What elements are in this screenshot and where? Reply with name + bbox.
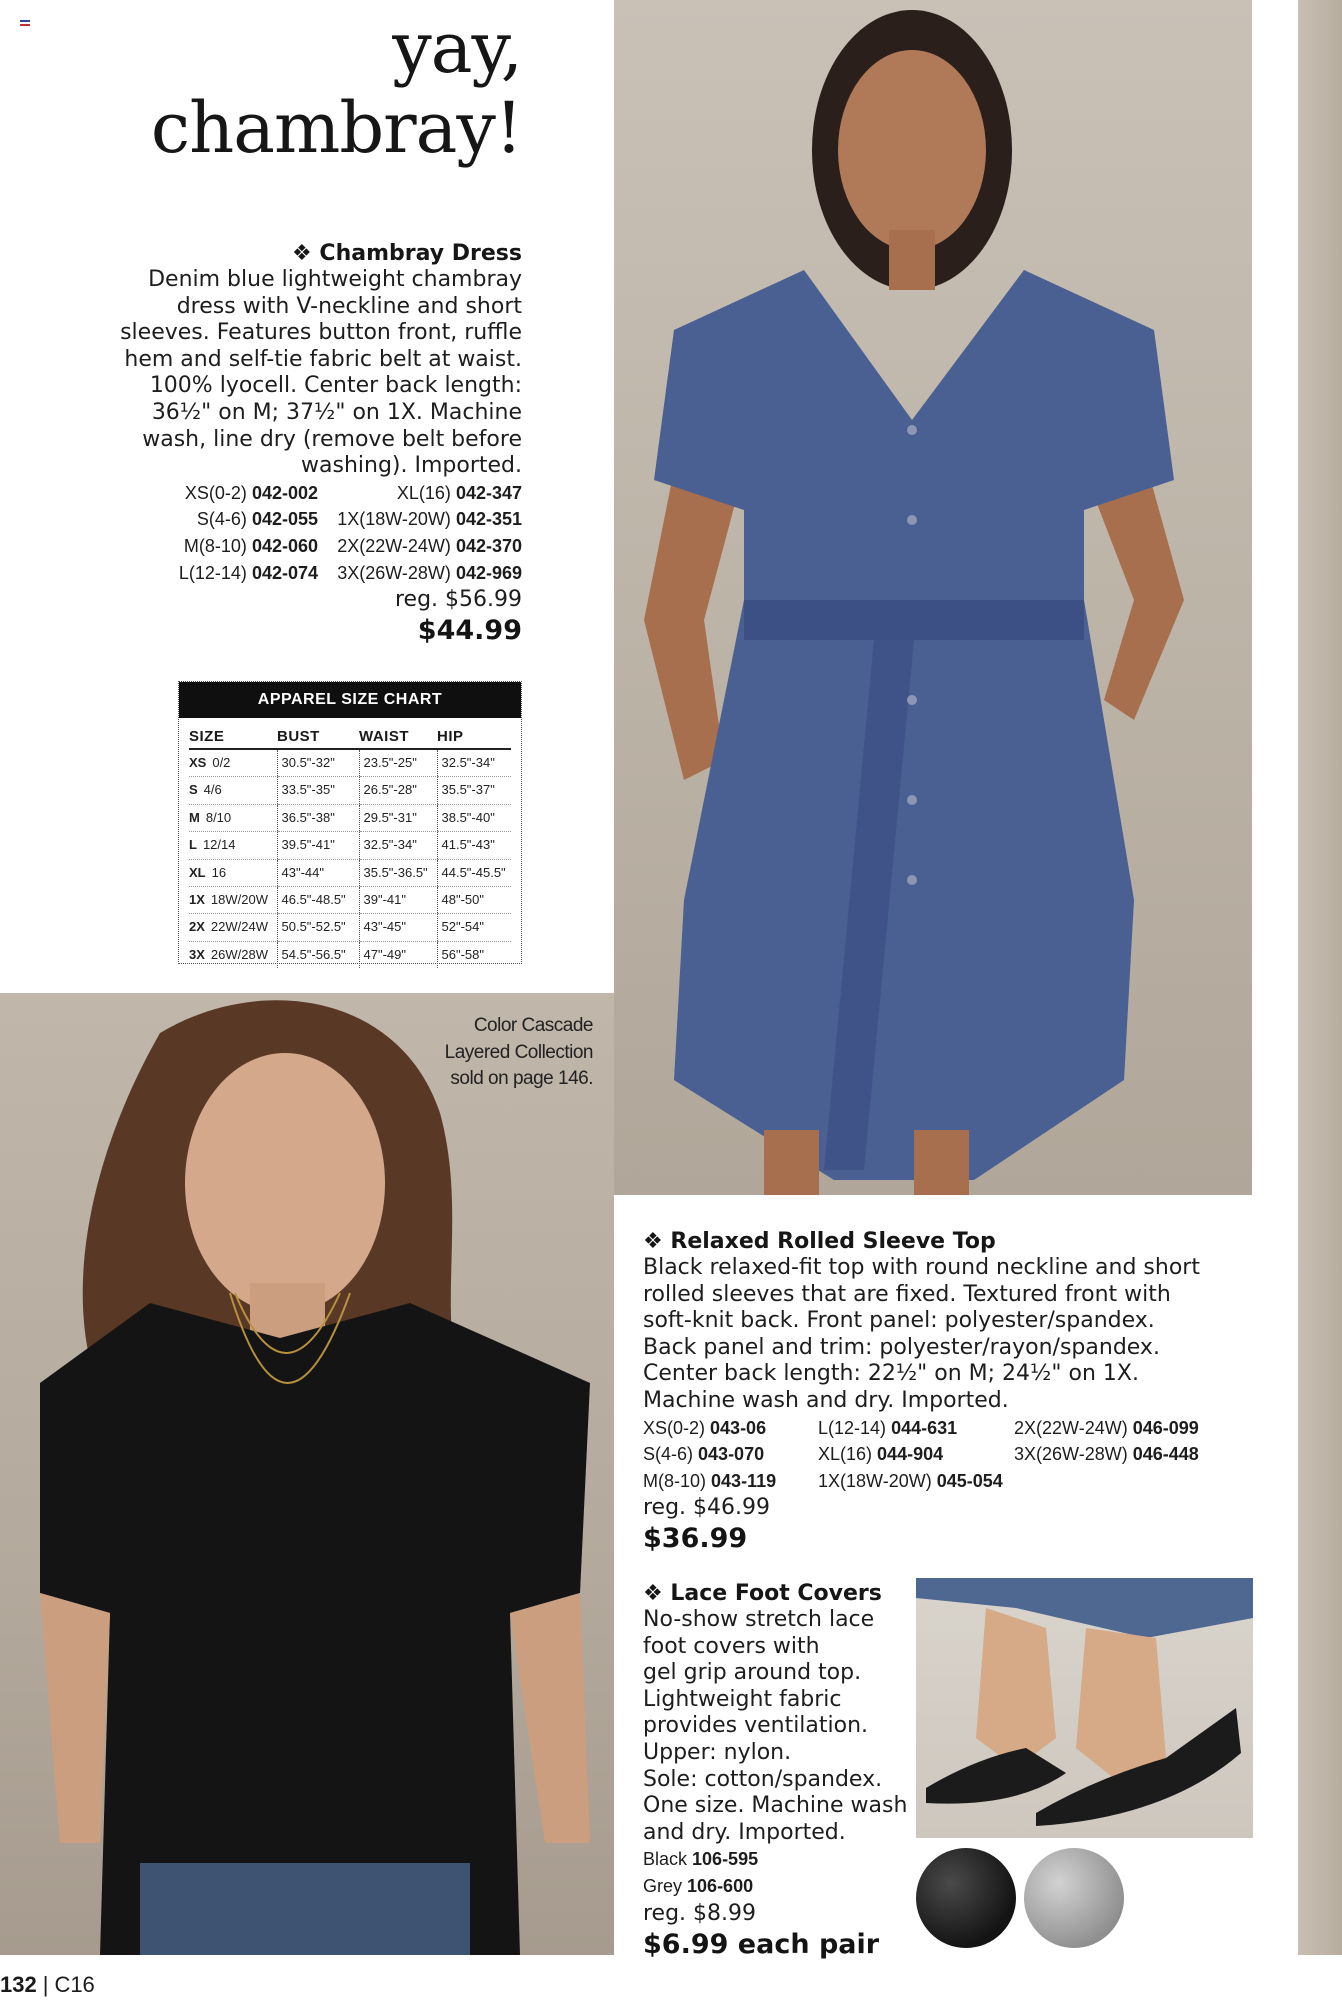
- caption-line: Color Cascade: [473, 1015, 593, 1036]
- table-row: M 8/10 36.5"-38" 29.5"-31" 38.5"-40": [189, 804, 511, 831]
- lace-foot-covers-block: [643, 1580, 915, 1963]
- table-row: 3X 26W/28W 54.5"-56.5" 47"-49" 56"-58": [189, 941, 511, 968]
- description-line: One size. Machine wash: [643, 1793, 908, 1819]
- description-line: soft-knit back. Front panel: polyester/spandex.: [643, 1308, 1155, 1334]
- sale-price: $44.99: [417, 615, 522, 647]
- product-description: [643, 1607, 915, 1846]
- sku-entry: M(8-10) 042-060: [183, 535, 318, 556]
- sku-entry: 3X(26W-28W) 042-969: [337, 562, 522, 583]
- sku-entry: S(4-6) 042-055: [196, 509, 318, 530]
- rolled-sleeve-top-block: [643, 1228, 1253, 1557]
- product-title: ❖ Lace Foot Covers: [643, 1581, 882, 1606]
- sku-entry: XS(0-2) 043-06: [643, 1417, 767, 1438]
- product-description: [643, 1255, 1253, 1415]
- description-line: wash, line dry (remove belt before: [142, 426, 522, 452]
- column-header: WAIST: [359, 724, 437, 749]
- sku-entry: L(12-14) 044-631: [818, 1417, 958, 1438]
- adjacent-page-edge: [1298, 0, 1342, 1955]
- collection-caption: [380, 1013, 593, 1093]
- sale-price: $36.99: [643, 1523, 748, 1555]
- regular-price: reg. $46.99: [643, 1495, 771, 1521]
- description-line: Machine wash and dry. Imported.: [643, 1387, 1009, 1413]
- sku-entry: L(12-14) 042-074: [178, 562, 318, 583]
- description-line: dress with V-neckline and short: [176, 293, 522, 319]
- caption-line: Layered Collection: [444, 1041, 593, 1063]
- folio-separator: |: [42, 1972, 49, 1997]
- product-description: [118, 267, 522, 480]
- page-headline: [130, 8, 522, 168]
- table-row: 2X 22W/24W 50.5"-52.5" 43"-45" 52"-54": [189, 914, 511, 941]
- sku-entry: S(4-6) 043-070: [643, 1444, 765, 1465]
- sku-entry: Black 106-595: [643, 1849, 759, 1870]
- description-line: Lightweight fabric: [643, 1686, 842, 1712]
- description-line: Center back length: 22½" on M; 24½" on 1X.: [643, 1361, 1139, 1387]
- size-chart-table: [189, 724, 511, 968]
- chambray-dress-block: [118, 240, 522, 649]
- column-header: BUST: [277, 724, 359, 749]
- table-row: XS 0/2 30.5"-32" 23.5"-25" 32.5"-34": [189, 749, 511, 777]
- chambray-dress-photo: [614, 0, 1252, 1195]
- sku-entry: XS(0-2) 042-002: [184, 482, 318, 503]
- description-line: Black relaxed-fit top with round neckline and short: [643, 1255, 1200, 1280]
- description-line: foot covers with: [643, 1633, 820, 1659]
- lace-foot-covers-photo: [916, 1578, 1253, 1838]
- description-line: Back panel and trim: polyester/rayon/spandex.: [643, 1334, 1160, 1360]
- description-line: Upper: nylon.: [643, 1739, 792, 1765]
- description-line: and dry. Imported.: [643, 1819, 846, 1845]
- sku-entry: XL(16) 044-904: [818, 1444, 944, 1465]
- sku-list: [118, 480, 522, 586]
- sku-list: [643, 1846, 915, 1899]
- sku-entry: 2X(22W-24W) 042-370: [337, 535, 522, 556]
- sku-entry: Grey 106-600: [643, 1875, 754, 1896]
- description-line: 36½" on M; 37½" on 1X. Machine: [151, 399, 522, 425]
- size-chart-title: APPAREL SIZE CHART: [179, 682, 521, 718]
- sku-entry: 3X(26W-28W) 046-448: [1014, 1444, 1199, 1465]
- rolled-sleeve-top-photo: [0, 993, 614, 1955]
- headline-line-2: chambray!: [150, 87, 522, 169]
- page-number: 132: [0, 1972, 37, 1997]
- sku-entry: 1X(18W-20W) 042-351: [337, 509, 522, 530]
- regular-price: reg. $56.99: [394, 587, 522, 613]
- grey-color-swatch[interactable]: [1024, 1848, 1124, 1948]
- sale-price: $6.99 each pair: [643, 1928, 880, 1960]
- description-line: 100% lyocell. Center back length:: [149, 373, 522, 399]
- sku-entry: M(8-10) 043-119: [643, 1470, 777, 1491]
- page-folio: [0, 1972, 95, 1998]
- product-title: ❖ Relaxed Rolled Sleeve Top: [643, 1229, 996, 1254]
- description-line: rolled sleeves that are fixed. Textured front with: [643, 1281, 1171, 1307]
- description-line: hem and self-tie fabric belt at waist.: [124, 346, 522, 372]
- campaign-code: C16: [54, 1972, 95, 1997]
- table-row: S 4/6 33.5"-35" 26.5"-28" 35.5"-37": [189, 777, 511, 804]
- sku-entry: 2X(22W-24W) 046-099: [1014, 1417, 1199, 1438]
- sku-entry: XL(16) 042-347: [396, 482, 522, 503]
- description-line: washing). Imported.: [301, 453, 522, 479]
- description-line: provides ventilation.: [643, 1713, 869, 1739]
- caption-line: sold on page 146.: [450, 1068, 593, 1090]
- product-title: ❖ Chambray Dress: [292, 241, 522, 266]
- table-row: L 12/14 39.5"-41" 32.5"-34" 41.5"-43": [189, 832, 511, 859]
- sku-list: [643, 1415, 1253, 1495]
- regular-price: reg. $8.99: [643, 1900, 757, 1926]
- description-line: sleeves. Features button front, ruffle: [120, 320, 522, 346]
- description-line: gel grip around top.: [643, 1660, 862, 1686]
- headline-line-1: yay,: [392, 7, 522, 89]
- column-header: HIP: [437, 724, 511, 749]
- description-line: No-show stretch lace: [643, 1607, 875, 1632]
- description-line: Sole: cotton/spandex.: [643, 1766, 883, 1792]
- sku-entry: 1X(18W-20W) 045-054: [818, 1470, 1003, 1491]
- table-row: XL 16 43"-44" 35.5"-36.5" 44.5"-45.5": [189, 859, 511, 886]
- black-color-swatch[interactable]: [916, 1848, 1016, 1948]
- apparel-size-chart: [178, 681, 522, 964]
- table-row: 1X 18W/20W 46.5"-48.5" 39"-41" 48"-50": [189, 887, 511, 914]
- column-header: SIZE: [189, 724, 277, 749]
- corner-mark: [20, 20, 30, 26]
- description-line: Denim blue lightweight chambray: [148, 267, 522, 292]
